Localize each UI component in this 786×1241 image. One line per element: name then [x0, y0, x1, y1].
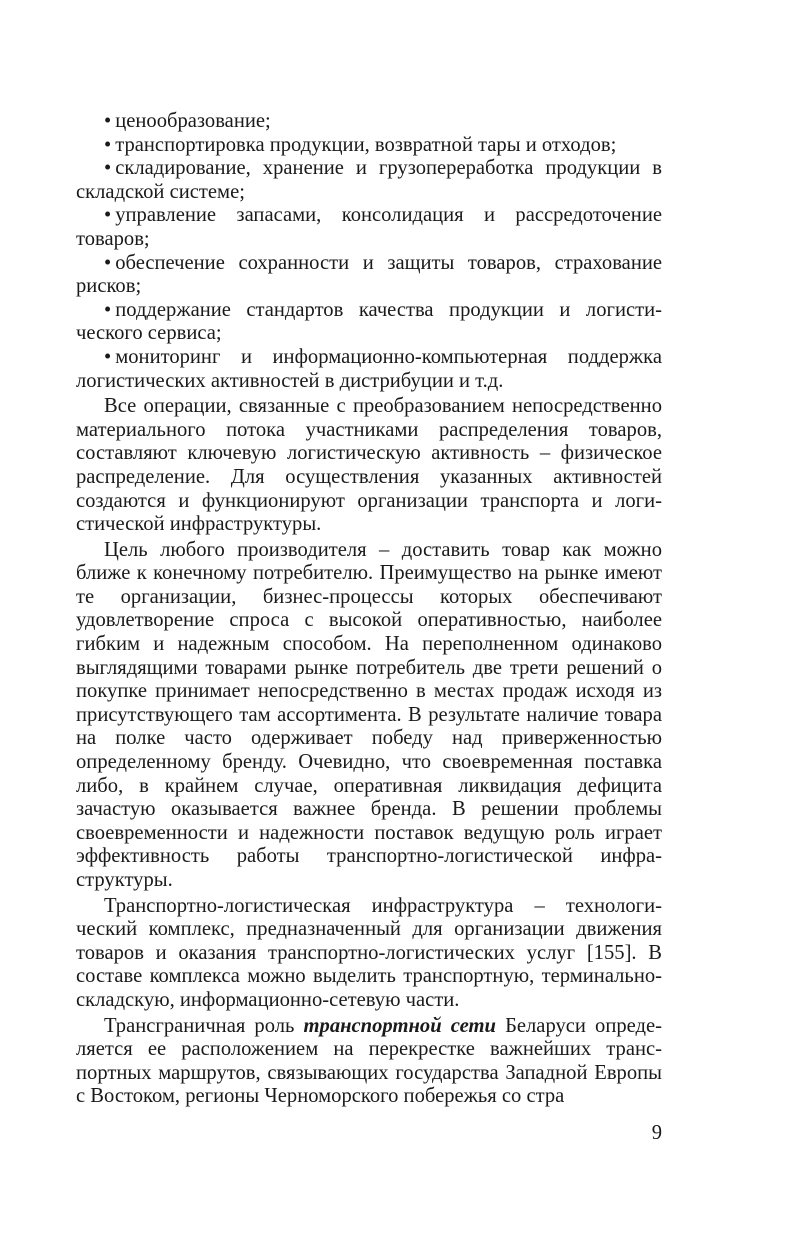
bullet-marker: • [104, 204, 112, 227]
bullet-text: ценообразование; [115, 110, 271, 132]
paragraph-text-start: Трансграничная роль [104, 1014, 304, 1037]
bullet-marker: • [104, 251, 112, 274]
bullet-item [76, 299, 662, 346]
bullet-marker: • [104, 345, 112, 368]
body-paragraph-last [76, 1015, 662, 1109]
page-number: 9 [651, 1122, 662, 1144]
page-body [76, 110, 662, 1109]
bullet-item [76, 110, 662, 134]
bullet-marker: • [104, 298, 112, 321]
bullet-text: управление запасами, консолидация и рассредоточение товаров; [76, 204, 662, 250]
bullet-marker: • [104, 157, 112, 180]
emphasis-term: транспортной сети [303, 1014, 496, 1037]
paragraph-text-end: Беларуси определяется ее расположением на перекрестке важнейших транспортных маршрутов, связывающих государства Западной Европы с Востоком, регионы Черноморского побережья со стра [76, 1014, 662, 1108]
bullet-marker: • [104, 133, 112, 156]
bullet-item [76, 134, 662, 158]
bullet-text: мониторинг и информационно-компьютерная поддержка логистических активностей в дистрибуции и т.д. [76, 345, 662, 392]
bullet-marker: • [104, 110, 112, 132]
bullet-item [76, 204, 662, 251]
bullet-text: обеспечение сохранности и защиты товаров, страхование рисков; [76, 251, 662, 298]
bullet-text: складирование, хранение и грузопереработка продукции в складской системе; [76, 157, 662, 203]
bullet-item [76, 346, 662, 393]
bullet-text: поддержание стандартов качества продукции и логистического сервиса; [76, 298, 662, 345]
bullet-text: транспортировка продукции, возвратной тары и отходов; [115, 133, 617, 156]
body-paragraph: Транспортно-логистическая инфраструктура – технологический комплекс, предназначенный для организации движения товаров и оказания транспортно-логистических услуг [155]. В составе комплекса можно выделить транспортную, терминально-складскую, информационно-сетевую части. [76, 894, 662, 1011]
body-paragraph: Все операции, связанные с преобразованием непосредственно материального потока участниками распределения товаров, составляют ключевую логистическую активность – физическое распределение. Для осуществления указанных активностей создаются и функционируют организации транспорта и логистической инфраструктуры. [76, 395, 662, 536]
bullet-item [76, 157, 662, 204]
bullet-item [76, 252, 662, 299]
body-paragraph: Цель любого производителя – доставить товар как можно ближе к конечному потребителю. Преимущество на рынке имеют те организации, бизнес-процессы которых обеспечивают удовлетворение спроса с высокой оперативностью, наиболее гибким и надежным способом. На переполненном одинаково выглядящими товарами рынке потребитель две трети решений о покупке принимает непосредственно в местах продаж исходя из присутствующего там ассортимента. В результате наличие товара на полке часто одерживает победу над приверженностью определенному бренду. Очевидно, что своевременная поставка либо, в крайнем случае, оперативная ликвидация дефицита зачастую оказывается важнее бренда. В решении проблемы своевременности и надежности поставок ведущую роль играет эффективность работы транспортно-логистической инфраструктуры. [76, 538, 662, 891]
